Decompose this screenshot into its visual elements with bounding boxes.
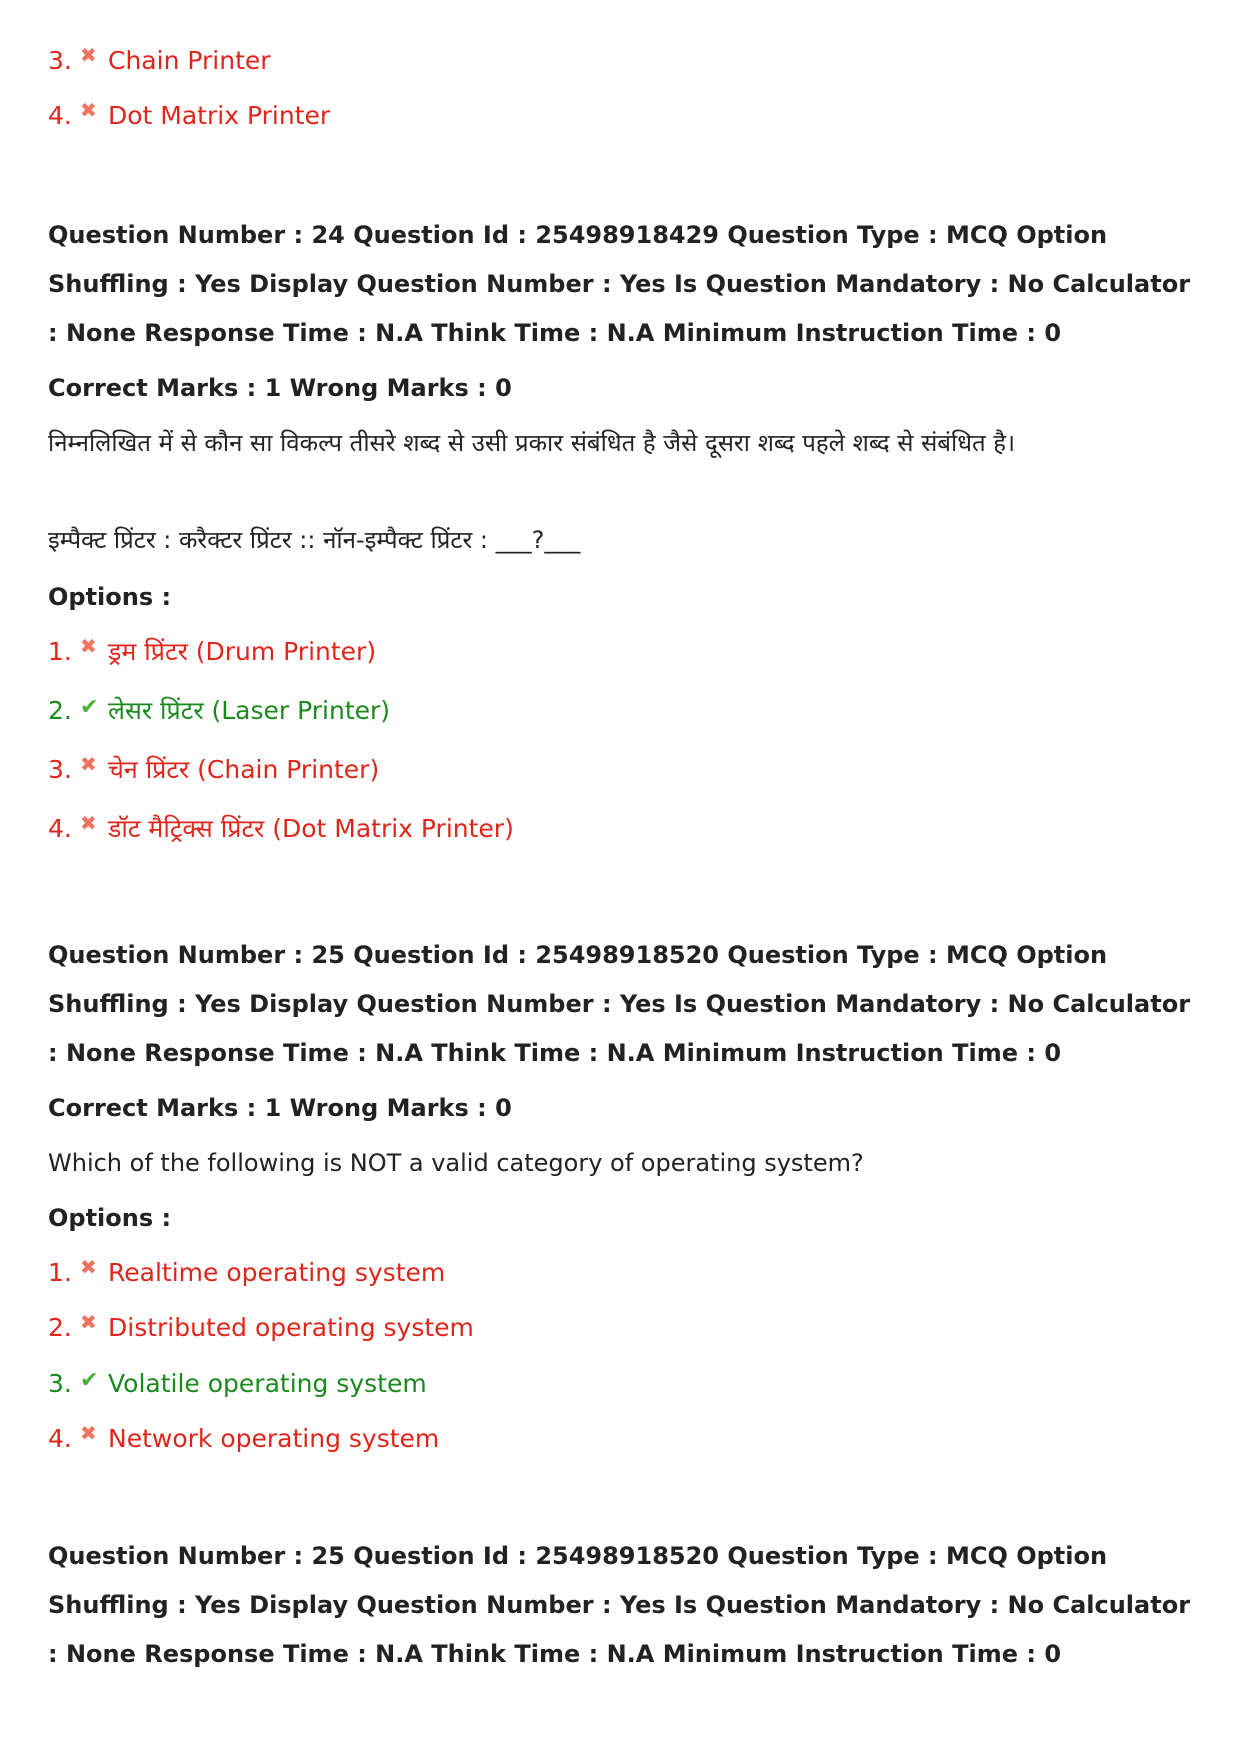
- option-number: 1.: [48, 1258, 72, 1287]
- option-text: डॉट मैट्रिक्स प्रिंटर (Dot Matrix Printer): [108, 814, 514, 843]
- question-24-text-line-1: निम्नलिखित में से कौन सा विकल्प तीसरे शब्द से उसी प्रकार संबंधित है जैसे दूसरा शब्द पहले शब्द से संबंधित है।: [48, 429, 1016, 457]
- option-number: 3.: [48, 46, 72, 75]
- option-item: [48, 752, 380, 785]
- cross-icon: ✖: [80, 1255, 97, 1279]
- option-item: [48, 1255, 446, 1288]
- option-item: [48, 98, 331, 131]
- cross-icon: ✖: [80, 1310, 97, 1334]
- option-number: 2.: [48, 696, 72, 725]
- option-number: 1.: [48, 637, 72, 666]
- cross-icon: ✖: [80, 1421, 97, 1445]
- question-24-metadata: Question Number : 24 Question Id : 25498918429 Question Type : MCQ Option Shuffling : Yes Display Question Number : Yes Is Question Mandatory : No Calculator : None Response Time : N.A Think Time : N.A Minimum Instruction Time : 0: [48, 221, 1191, 347]
- option-text: Distributed operating system: [108, 1313, 474, 1342]
- question-24-text-line-2: इम्पैक्ट प्रिंटर : करैक्टर प्रिंटर :: नॉन-इम्पैक्ट प्रिंटर : ___?___: [48, 526, 581, 554]
- cross-icon: ✖: [80, 43, 97, 67]
- option-text: Dot Matrix Printer: [108, 101, 331, 130]
- option-item: [48, 696, 390, 726]
- option-number: 4.: [48, 814, 72, 843]
- option-text: लेसर प्रिंटर (Laser Printer): [108, 696, 391, 725]
- option-item: [48, 43, 271, 76]
- question-25-marks: Correct Marks : 1 Wrong Marks : 0: [48, 1094, 512, 1122]
- option-text: ड्रम प्रिंटर (Drum Printer): [108, 637, 377, 666]
- check-icon: ✔: [80, 695, 99, 720]
- cross-icon: ✖: [80, 98, 97, 122]
- option-text: Realtime operating system: [108, 1258, 446, 1287]
- option-item: [48, 1369, 427, 1399]
- option-item: [48, 811, 514, 844]
- option-text: चेन प्रिंटर (Chain Printer): [108, 755, 380, 784]
- option-item: [48, 634, 377, 667]
- option-text: Volatile operating system: [108, 1369, 427, 1398]
- option-number: 4.: [48, 1424, 72, 1453]
- question-25-metadata: Question Number : 25 Question Id : 25498918520 Question Type : MCQ Option Shuffling : Yes Display Question Number : Yes Is Question Mandatory : No Calculator : None Response Time : N.A Think Time : N.A Minimum Instruction Time : 0: [48, 941, 1191, 1067]
- option-number: 3.: [48, 1369, 72, 1398]
- question-24-options-label: Options :: [48, 583, 172, 611]
- question-24-marks: Correct Marks : 1 Wrong Marks : 0: [48, 374, 512, 402]
- option-item: [48, 1310, 474, 1343]
- question-25-repeat-metadata: Question Number : 25 Question Id : 25498918520 Question Type : MCQ Option Shuffling : Yes Display Question Number : Yes Is Question Mandatory : No Calculator : None Response Time : N.A Think Time : N.A Minimum Instruction Time : 0: [48, 1542, 1191, 1668]
- option-item: [48, 1421, 440, 1454]
- option-text: Chain Printer: [108, 46, 271, 75]
- cross-icon: ✖: [80, 752, 97, 776]
- option-number: 4.: [48, 101, 72, 130]
- question-25-text: Which of the following is NOT a valid category of operating system?: [48, 1149, 864, 1177]
- cross-icon: ✖: [80, 811, 97, 835]
- option-number: 2.: [48, 1313, 72, 1342]
- cross-icon: ✖: [80, 634, 97, 658]
- option-number: 3.: [48, 755, 72, 784]
- option-text: Network operating system: [108, 1424, 440, 1453]
- question-25-options-label: Options :: [48, 1204, 172, 1232]
- check-icon: ✔: [80, 1368, 99, 1393]
